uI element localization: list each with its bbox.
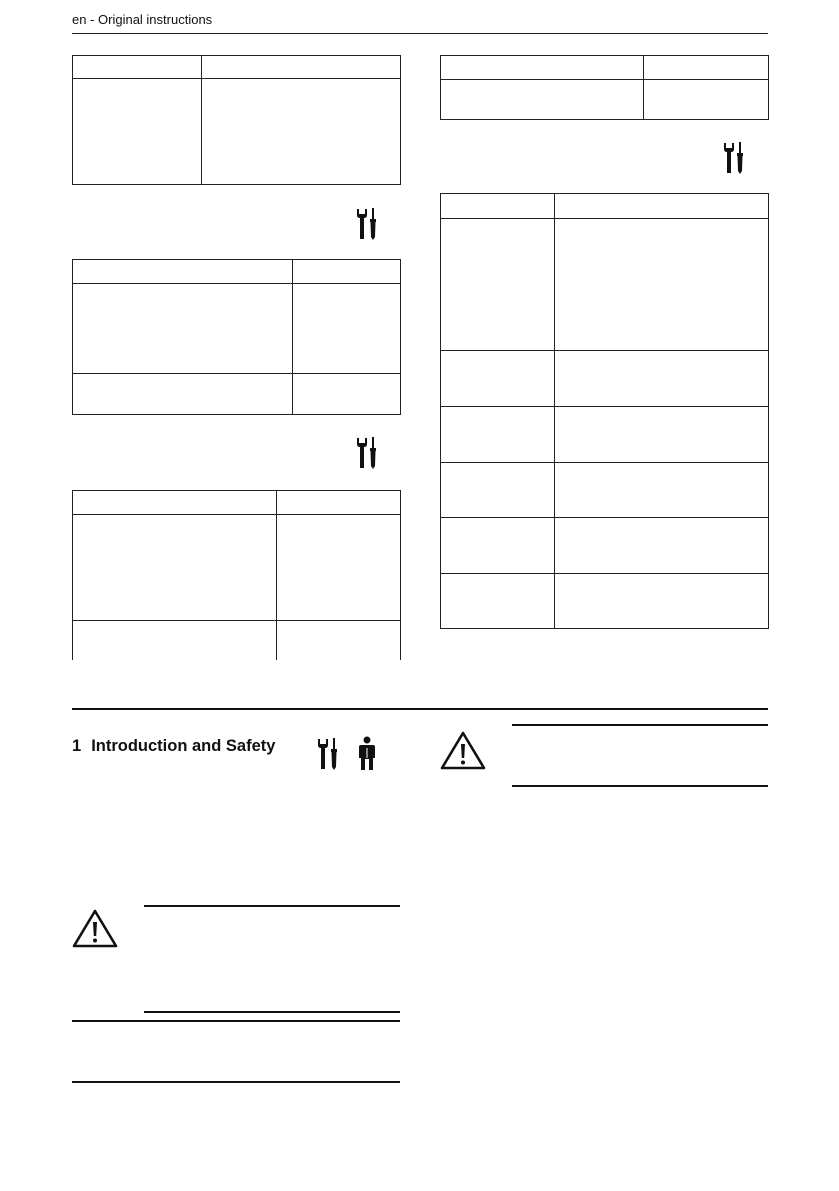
warning-top-rule (512, 724, 768, 726)
warning-bottom-rule (512, 785, 768, 787)
running-header: en - Original instructions (72, 12, 213, 27)
left-table-3 (72, 490, 401, 660)
warning-bottom-rule (144, 1011, 400, 1013)
table-cell (293, 284, 401, 374)
table-cell (441, 56, 644, 80)
table-cell (202, 56, 401, 79)
table-cell (555, 219, 769, 351)
tools-icon (722, 141, 746, 175)
table-row (73, 374, 401, 415)
left-table-2 (72, 259, 401, 415)
table-cell (441, 80, 644, 120)
table-header-row (73, 260, 401, 284)
table-cell (441, 219, 555, 351)
table-cell (277, 515, 401, 621)
table-row (441, 574, 769, 629)
table-header-row (441, 194, 769, 219)
table-cell (73, 284, 293, 374)
table-cell (73, 260, 293, 284)
table-header-row (73, 491, 401, 515)
table-cell (73, 79, 202, 185)
table-row (73, 284, 401, 374)
table-row (441, 518, 769, 574)
table-cell (441, 574, 555, 629)
table-cell (73, 491, 277, 515)
table-cell (293, 260, 401, 284)
table-row (441, 407, 769, 463)
section-heading (72, 737, 275, 756)
table-row (441, 80, 769, 120)
table-cell (277, 621, 401, 661)
table-cell (441, 463, 555, 518)
table-cell (555, 574, 769, 629)
table-cell (555, 194, 769, 219)
table-row (73, 515, 401, 621)
table-cell (555, 351, 769, 407)
table-cell (555, 518, 769, 574)
table-row (441, 219, 769, 351)
left-table-1 (72, 55, 401, 185)
table-cell (555, 463, 769, 518)
right-table-1 (440, 55, 769, 120)
note-top-rule (72, 1020, 400, 1022)
section-number: 1 (72, 737, 82, 755)
table-cell (441, 518, 555, 574)
right-table-2 (440, 193, 769, 629)
header-divider (72, 33, 768, 34)
warning-icon (440, 730, 486, 770)
table-cell (644, 80, 769, 120)
warning-top-rule (144, 905, 400, 907)
warning-icon (72, 908, 118, 948)
table-cell (277, 491, 401, 515)
table-header-row (73, 56, 401, 79)
section-divider (72, 708, 768, 710)
table-row (441, 351, 769, 407)
table-header-row (441, 56, 769, 80)
tools-icon (316, 737, 340, 771)
tools-icon (355, 207, 379, 241)
table-row (441, 463, 769, 518)
table-cell (555, 407, 769, 463)
person-icon (358, 736, 376, 772)
left-table-3-clip (72, 490, 402, 660)
table-cell (644, 56, 769, 80)
section-title: Introduction and Safety (91, 737, 276, 755)
table-row (73, 621, 401, 661)
tools-icon (355, 436, 379, 470)
table-cell (202, 79, 401, 185)
table-cell (73, 374, 293, 415)
note-bottom-rule (72, 1081, 400, 1083)
table-cell (441, 194, 555, 219)
table-cell (441, 407, 555, 463)
table-cell (441, 351, 555, 407)
table-cell (293, 374, 401, 415)
table-cell (73, 515, 277, 621)
table-row (73, 79, 401, 185)
table-cell (73, 56, 202, 79)
table-cell (73, 621, 277, 661)
